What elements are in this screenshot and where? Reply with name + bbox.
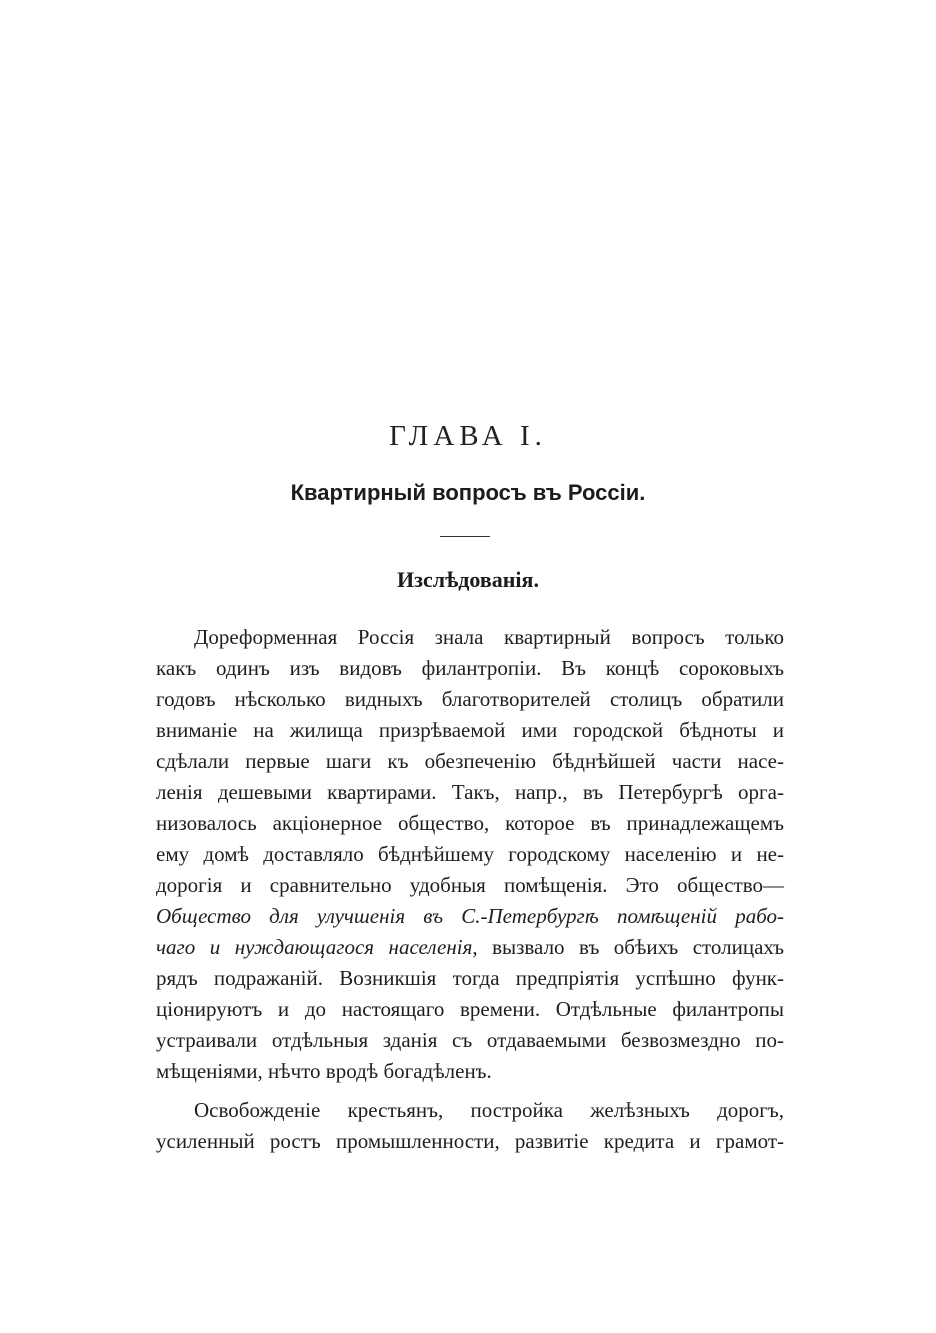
italic-fragment: чаго и нуждающагося населенія [156, 935, 473, 959]
text-line: дорогія и сравнительно удобныя помѣщенія. Это общество— [156, 873, 784, 897]
text-line: какъ одинъ изъ видовъ филантропіи. Въ концѣ сороковыхъ [156, 656, 784, 680]
text-line: ціонируютъ и до настоящаго времени. Отдѣльные филантропы [156, 997, 784, 1021]
text-line: мѣщеніями, нѣчто вродѣ богадѣленъ. [156, 1059, 492, 1083]
text-line: Дореформенная Россія знала квартирный вопросъ только [194, 625, 784, 649]
text-line: сдѣлали первые шаги къ обезпеченію бѣднѣйшей части насе- [156, 749, 784, 773]
text-line: ему домѣ доставляло бѣднѣйшему городскому населенію и не- [156, 842, 784, 866]
title-divider [440, 536, 490, 537]
section-title: Изслѣдованія. [397, 567, 539, 592]
text-line: ленія дешевыми квартирами. Такъ, напр., въ Петербургѣ орга- [156, 780, 784, 804]
chapter-title: ГЛАВА I. [389, 420, 547, 452]
text-line: вниманіе на жилища призрѣваемой ими городской бѣдноты и [156, 718, 784, 742]
regular-fragment: , вызвало въ обѣихъ столицахъ [472, 935, 784, 959]
mixed-text-line [156, 932, 784, 963]
paragraph-2 [156, 1095, 784, 1157]
text-line: годовъ нѣсколько видныхъ благотворителей столицъ обратили [156, 687, 784, 711]
text-line: устраивали отдѣльныя зданія съ отдаваемыми безвозмездно по- [156, 1028, 784, 1052]
text-line: низовалось акціонерное общество, которое въ принадлежащемъ [156, 811, 784, 835]
italic-text-line: Общество для улучшенія въ С.-Петербургѣ помѣщеній рабо- [156, 904, 784, 928]
chapter-subtitle: Квартирный вопросъ въ Россіи. [290, 480, 646, 505]
text-line: рядъ подражаній. Возникшія тогда предпріятія успѣшно функ- [156, 966, 784, 990]
text-line: Освобожденіе крестьянъ, постройка желѣзныхъ дорогъ, [194, 1098, 784, 1122]
paragraph-1 [156, 622, 784, 1087]
text-line: усиленный ростъ промышленности, развитіе кредита и грамот- [156, 1129, 784, 1153]
